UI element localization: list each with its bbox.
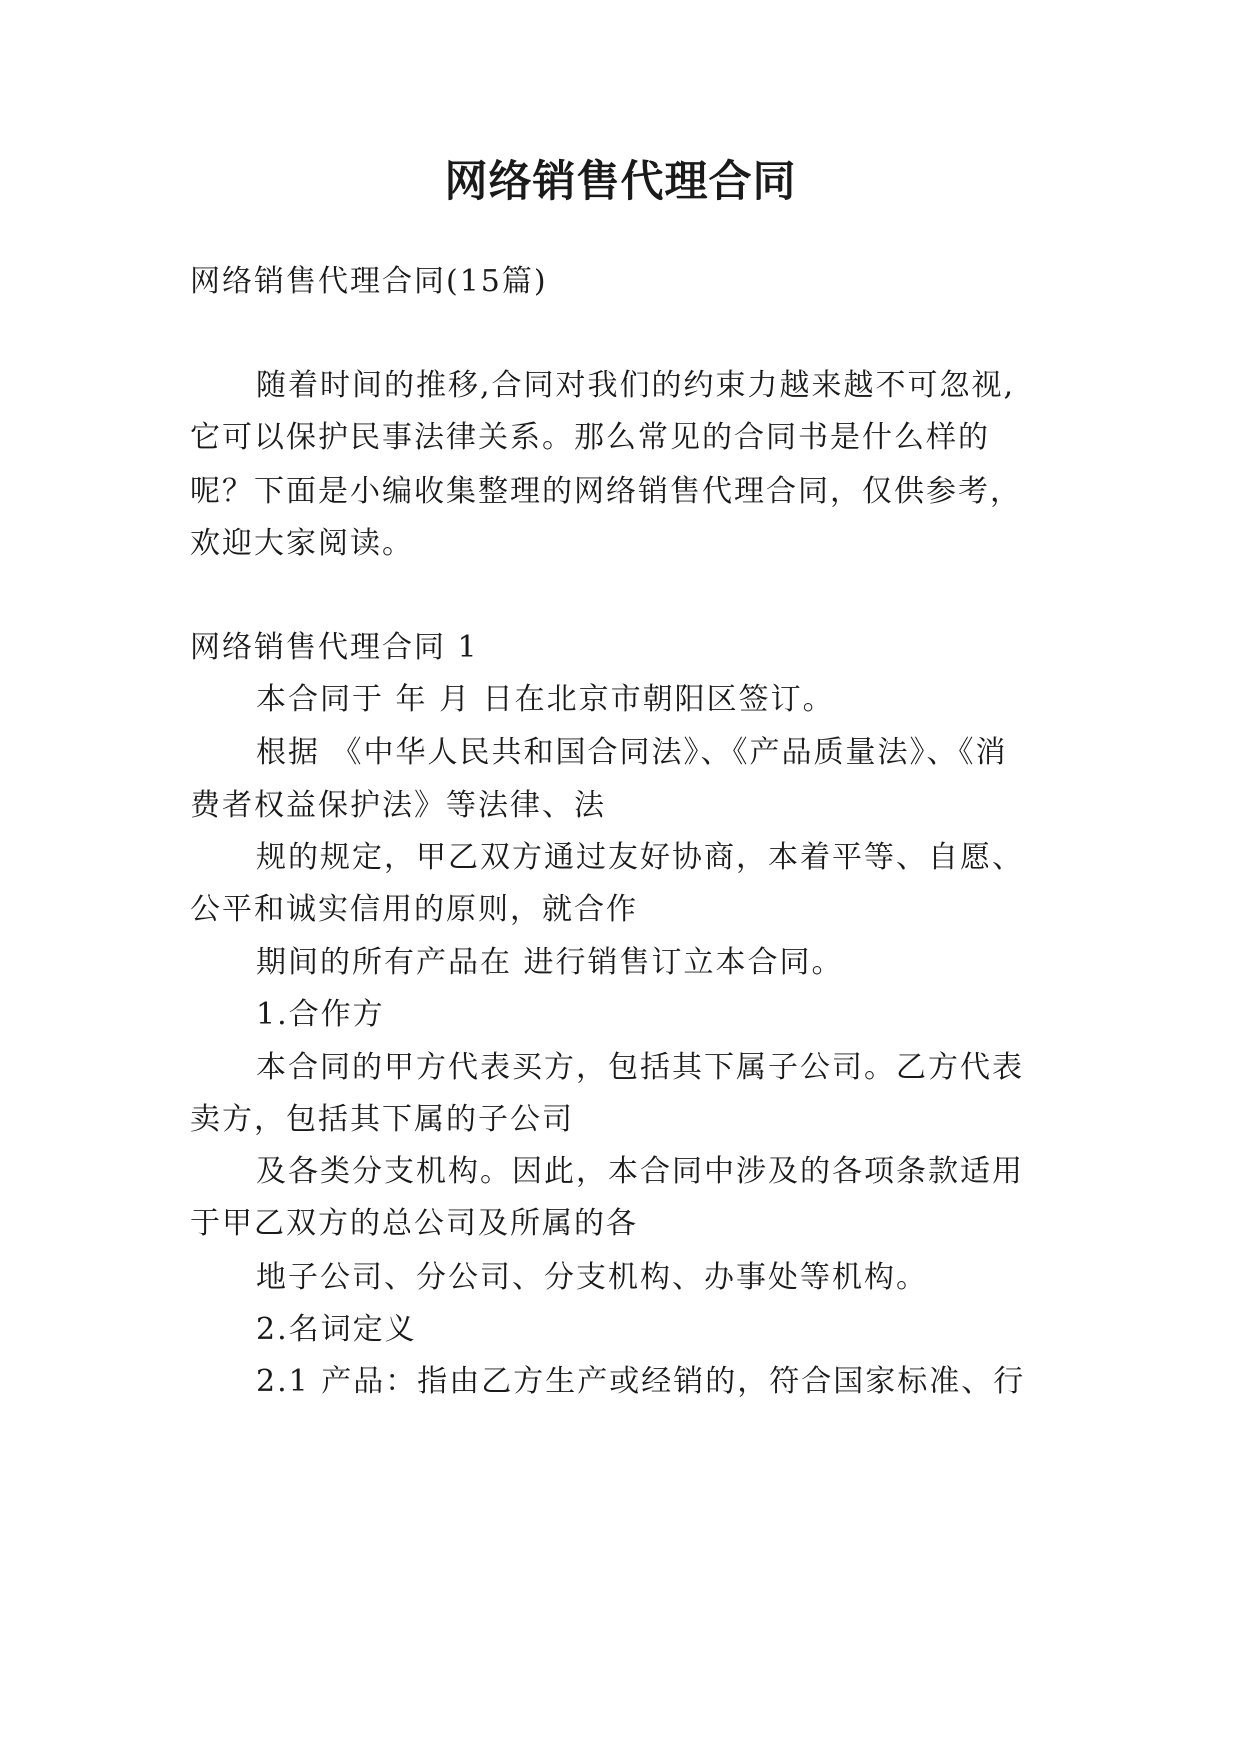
body-line: 卖方，包括其下属的子公司 — [190, 1102, 574, 1137]
document-subtitle: 网络销售代理合同(15篇) — [190, 264, 548, 299]
numbered-heading: 1.合作方 — [256, 997, 385, 1032]
body-line: 期间的所有产品在 进行销售订立本合同。 — [256, 945, 844, 980]
body-line: 本合同的甲方代表买方，包括其下属子公司。乙方代表 — [256, 1050, 1024, 1085]
body-line: 规的规定，甲乙双方通过友好协商，本着平等、自愿、 — [256, 840, 1024, 875]
body-line: 本合同于 年 月 日在北京市朝阳区签订。 — [256, 682, 835, 717]
body-line: 于甲乙双方的总公司及所属的各 — [190, 1206, 638, 1241]
body-line: 地子公司、分公司、分支机构、办事处等机构。 — [256, 1260, 928, 1295]
intro-line: 它可以保护民事法律关系。那么常见的合同书是什么样的 — [190, 420, 990, 455]
body-line: 费者权益保护法》等法律、法 — [190, 788, 606, 823]
intro-line: 呢？下面是小编收集整理的网络销售代理合同，仅供参考， — [190, 474, 1022, 509]
body-line: 公平和诚实信用的原则，就合作 — [190, 892, 638, 927]
body-line: 2.1 产品：指由乙方生产或经销的，符合国家标准、行 — [256, 1364, 1026, 1399]
intro-line: 随着时间的推移,合同对我们的约束力越来越不可忽视, — [256, 368, 1016, 403]
section-heading: 网络销售代理合同 1 — [190, 630, 479, 665]
body-line: 根据 《中华人民共和国合同法》、《产品质量法》、《消 — [256, 735, 1008, 770]
body-line: 及各类分支机构。因此，本合同中涉及的各项条款适用 — [256, 1154, 1024, 1189]
numbered-heading: 2.名词定义 — [256, 1312, 417, 1347]
document-title: 网络销售代理合同 — [444, 157, 797, 207]
intro-line: 欢迎大家阅读。 — [190, 526, 414, 561]
